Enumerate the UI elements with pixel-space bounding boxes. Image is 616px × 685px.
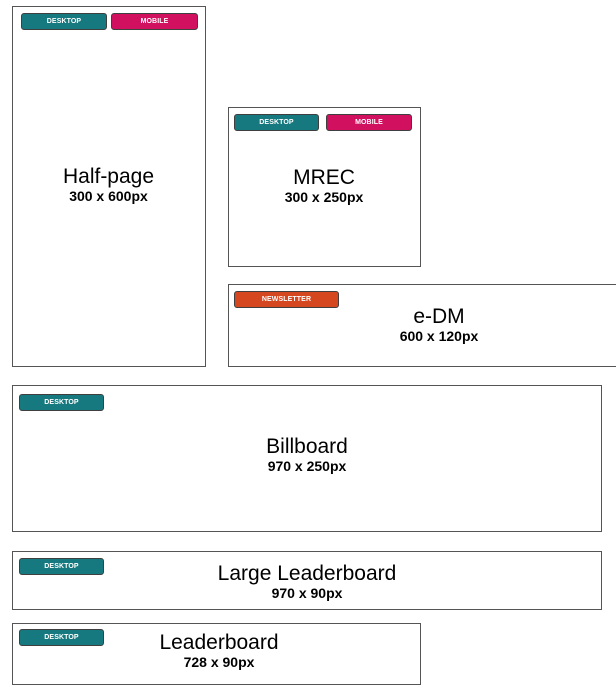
format-name: MREC [293, 166, 355, 189]
edm-box [228, 284, 616, 367]
format-size: 970 x 250px [267, 458, 347, 474]
mobile-tag[interactable]: MOBILE [326, 114, 412, 131]
format-name: Half-page [62, 165, 155, 188]
mrec-box [228, 107, 421, 267]
format-name: Large Leaderboard [217, 562, 397, 585]
format-size: 300 x 250px [284, 189, 364, 205]
desktop-tag[interactable]: DESKTOP [19, 629, 104, 646]
desktop-tag[interactable]: DESKTOP [19, 394, 104, 411]
desktop-tag[interactable]: DESKTOP [21, 13, 107, 30]
format-name: Billboard [266, 435, 348, 458]
leaderboard-box [12, 623, 421, 685]
large-leaderboard-box [12, 551, 602, 610]
mobile-tag[interactable]: MOBILE [111, 13, 198, 30]
format-name: Leaderboard [159, 631, 279, 654]
half-page-label [13, 166, 204, 205]
edm-label [329, 306, 549, 345]
desktop-tag[interactable]: DESKTOP [234, 114, 319, 131]
half-page-box [12, 6, 206, 367]
newsletter-tag[interactable]: NEWSLETTER [234, 291, 339, 308]
billboard-box [12, 385, 602, 532]
leaderboard-label [119, 632, 319, 671]
format-name: e-DM [413, 305, 465, 328]
large-leaderboard-label [177, 563, 437, 602]
format-size: 300 x 600px [69, 188, 148, 204]
desktop-tag[interactable]: DESKTOP [19, 558, 104, 575]
mrec-label [229, 167, 419, 206]
format-size: 728 x 90px [183, 654, 255, 670]
billboard-label [197, 436, 417, 475]
format-size: 600 x 120px [399, 328, 479, 344]
format-size: 970 x 90px [271, 585, 343, 601]
